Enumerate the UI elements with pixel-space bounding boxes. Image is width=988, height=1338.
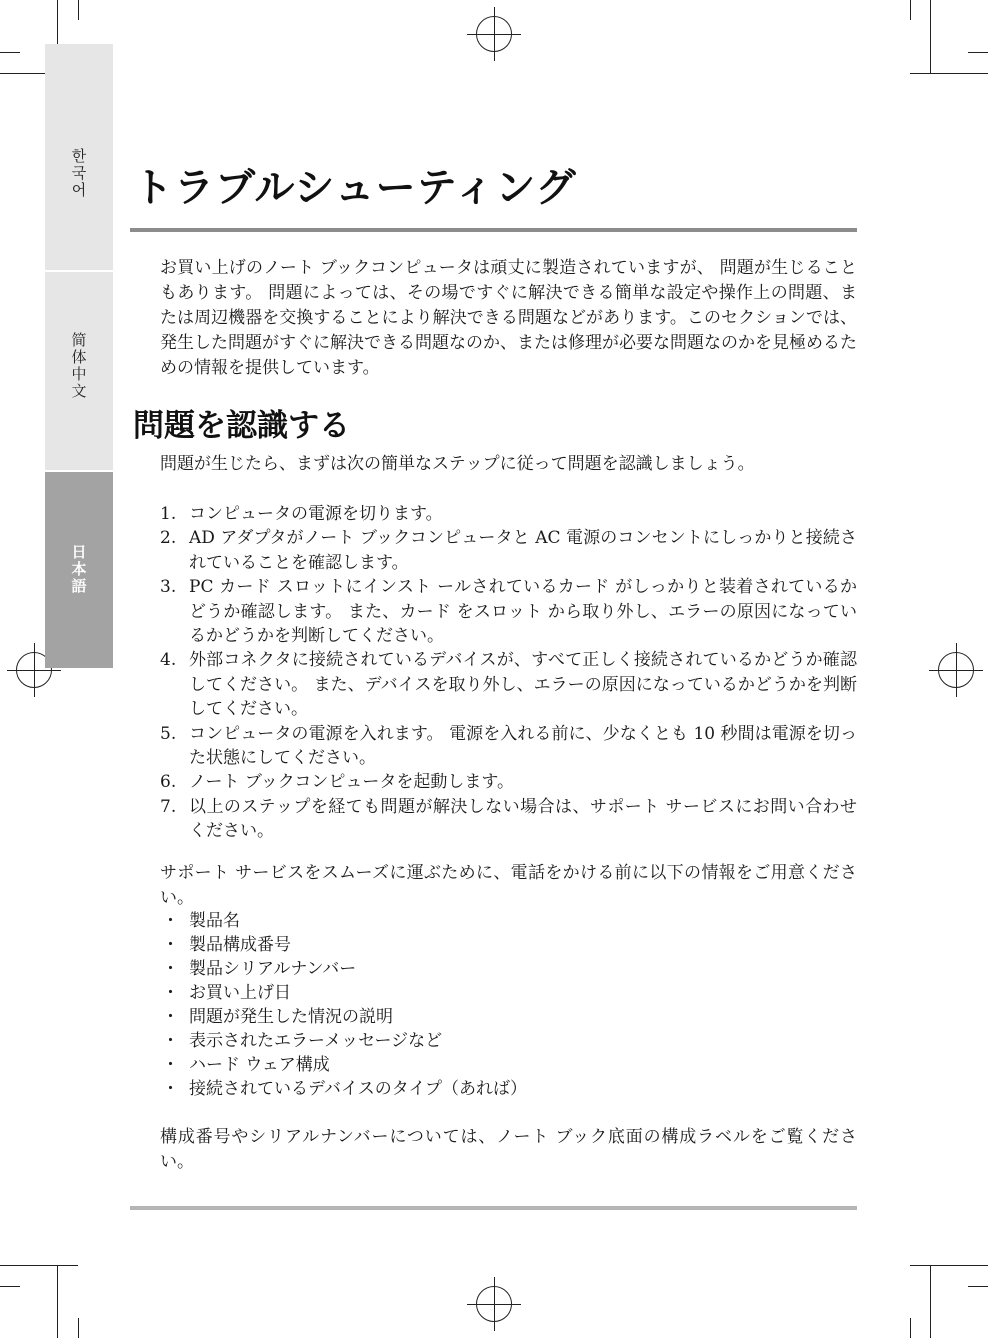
bullet-text: 接続されているデバイスのタイプ（あれば） (189, 1079, 527, 1099)
step-item (160, 795, 857, 844)
bullet-marker: ・ (162, 1031, 179, 1051)
step-text: コンピュータの電源を切ります。 (189, 504, 443, 524)
section-heading: 問題を認識する (133, 408, 350, 444)
crop-mark (0, 52, 20, 53)
crop-mark (910, 1265, 988, 1266)
bullet-item (160, 1077, 857, 1101)
crop-mark (57, 1265, 58, 1338)
page-title: トラブルシューティング (133, 165, 577, 211)
step-item (160, 575, 857, 648)
step-item (160, 770, 857, 794)
registration-mark-top (476, 16, 512, 52)
bullet-marker: ・ (162, 935, 179, 955)
registration-mark-bottom (476, 1286, 512, 1322)
bullet-text: 表示されたエラーメッセージなど (189, 1031, 443, 1051)
support-lead: サポート サービスをスムーズに運ぶために、電話をかける前に以下の情報をご用意ください。 (160, 863, 857, 908)
step-number: 3. (160, 577, 177, 598)
bullet-marker: ・ (162, 983, 179, 1003)
step-number: 5. (160, 723, 177, 744)
intro-paragraph: お買い上げのノート ブックコンピュータは頑丈に製造されていますが、 問題が生じることもあります。 問題によっては、その場ですぐに解決できる簡単な設定や操作上の問題、または周辺機器を交換することにより解決できる問題などがあります。このセクションでは、発生した問題がすぐに解決できる問題なのか、または修理が必要な問題なのかを見極めるための情報を提供しています。 (160, 258, 857, 378)
step-text: 以上のステップを経ても問題が解決しない場合は、サポート サービスにお問い合わせください。 (189, 796, 857, 842)
crop-mark (930, 0, 931, 73)
bullet-marker: ・ (162, 1079, 179, 1099)
bullet-marker: ・ (162, 1007, 179, 1027)
bullet-text: 製品構成番号 (189, 935, 291, 955)
tab-korean-label: 한국어 (69, 148, 88, 199)
bullet-text: ハード ウェア構成 (189, 1055, 330, 1075)
closing-paragraph: 構成番号やシリアルナンバーについては、ノート ブック底面の構成ラベルをご覧ください。 (160, 1127, 857, 1172)
bullet-text: 製品シリアルナンバー (189, 959, 357, 979)
registration-mark-right (938, 652, 974, 688)
crop-mark (0, 1265, 78, 1266)
step-number: 2. (160, 528, 177, 549)
bullet-item (160, 909, 857, 933)
crop-mark (78, 1318, 79, 1338)
step-number: 7. (160, 796, 177, 817)
bullet-item (160, 1029, 857, 1053)
crop-mark (968, 1286, 988, 1287)
steps-list (160, 502, 857, 844)
bullet-item (160, 1053, 857, 1077)
crop-mark (968, 52, 988, 53)
step-text: AD アダプタがノート ブックコンピュータと AC 電源のコンセントにしっかりと接続されていることを確認します。 (189, 528, 857, 573)
tab-japanese-label: 日本語 (69, 544, 88, 595)
bottom-divider (130, 1206, 857, 1210)
bullet-marker: ・ (162, 1055, 179, 1075)
tab-korean[interactable] (45, 44, 113, 272)
step-number: 6. (160, 772, 177, 793)
crop-mark (78, 0, 79, 20)
crop-mark (0, 1286, 20, 1287)
crop-mark (910, 0, 911, 20)
info-bullet-list (160, 909, 857, 1101)
step-item (160, 648, 857, 721)
tab-chinese-label: 简体中文 (69, 332, 88, 400)
bullet-text: お買い上げ日 (189, 983, 291, 1003)
step-number: 4. (160, 650, 177, 671)
section-lead: 問題が生じたら、まずは次の簡単なステップに従って問題を認識しましょう。 (160, 454, 755, 474)
step-item (160, 722, 857, 771)
bullet-marker: ・ (162, 959, 179, 979)
step-number: 1. (160, 504, 177, 524)
crop-mark (930, 1265, 931, 1338)
step-item (160, 526, 857, 575)
title-divider (130, 228, 857, 232)
bullet-item (160, 981, 857, 1005)
bullet-text: 製品名 (189, 911, 240, 931)
step-text: コンピュータの電源を入れます。 電源を入れる前に、少なくとも 10 秒間は電源を切った状態にしてください。 (189, 723, 857, 769)
bullet-text: 問題が発生した情況の説明 (189, 1007, 393, 1027)
step-item (160, 502, 857, 526)
crop-mark (910, 1318, 911, 1338)
bullet-item (160, 957, 857, 981)
language-tabs (45, 44, 113, 668)
tab-chinese[interactable] (45, 272, 113, 472)
bullet-item (160, 933, 857, 957)
crop-mark (910, 73, 988, 74)
step-text: 外部コネクタに接続されているデバイスが、すべて正しく接続されているかどうか確認してください。 また、デバイスを取り外し、エラーの原因になっているかどうかを判断してください。 (189, 650, 857, 720)
bullet-item (160, 1005, 857, 1029)
step-text: PC カード スロットにインスト ールされているカード がしっかりと装着されているかどうか確認します。 また、カード をスロット から取り外し、エラーの原因になっているかどうかを判断してください。 (189, 577, 857, 647)
step-text: ノート ブックコンピュータを起動します。 (189, 772, 515, 793)
bullet-marker: ・ (162, 911, 179, 931)
tab-japanese[interactable] (45, 472, 113, 668)
